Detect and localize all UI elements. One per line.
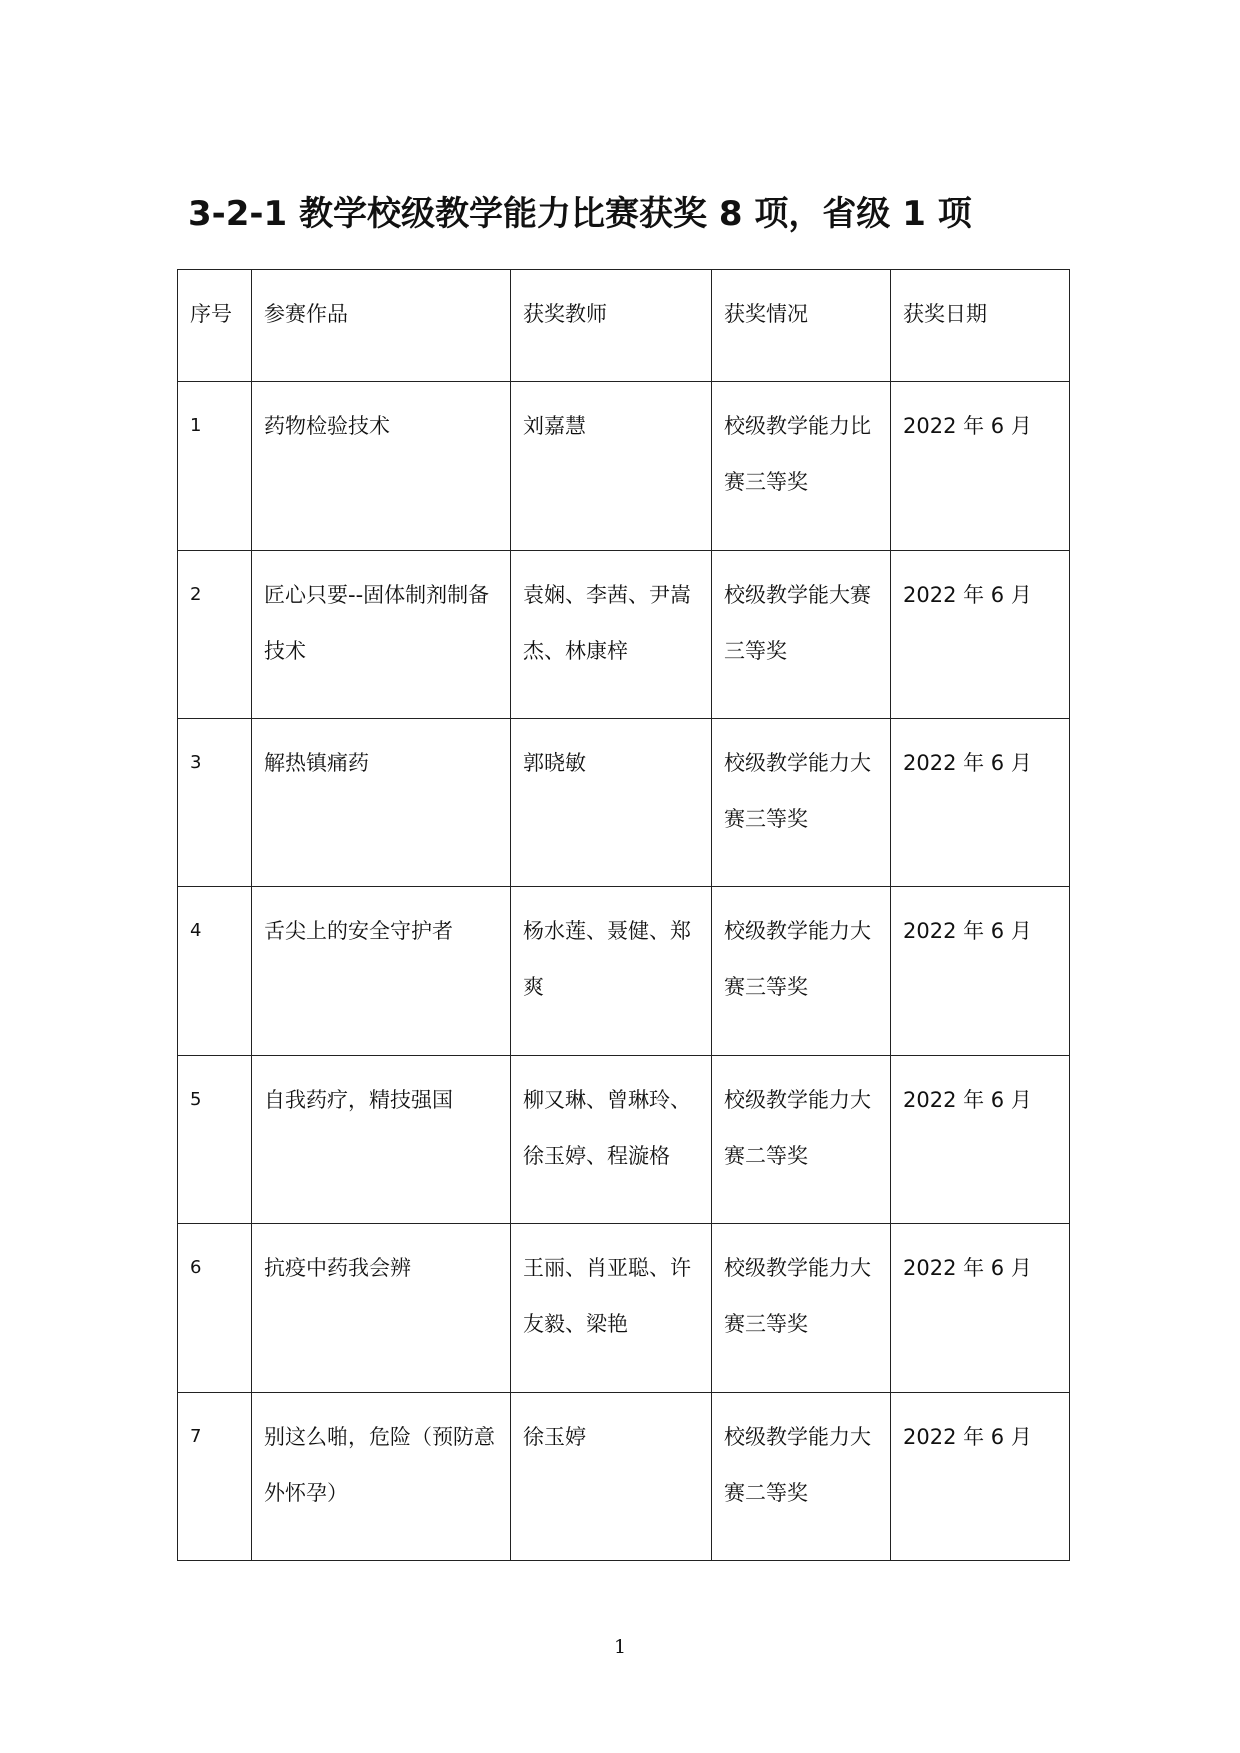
award: 校级教学能力大赛二等奖 [712,1055,891,1223]
row-index: 4 [178,887,252,1055]
teachers: 王丽、肖亚聪、许友毅、梁艳 [511,1224,712,1392]
row-index: 2 [178,550,252,718]
entry-title: 匠心只要--固体制剂制备技术 [252,550,511,718]
teachers: 刘嘉慧 [511,382,712,550]
award: 校级教学能力大赛三等奖 [712,719,891,887]
teachers: 郭晓敏 [511,719,712,887]
header-cell: 获奖教师 [511,270,712,382]
table-row [178,1392,1070,1560]
award-date: 2022 年 6 月 [891,1392,1070,1560]
teachers: 徐玉婷 [511,1392,712,1560]
header-cell: 参赛作品 [252,270,511,382]
award: 校级教学能大赛三等奖 [712,550,891,718]
row-index: 3 [178,719,252,887]
page-title: 3-2-1 教学校级教学能力比赛获奖 8 项，省级 1 项 [188,194,972,234]
entry-title: 解热镇痛药 [252,719,511,887]
table-row [178,1055,1070,1223]
header-cell: 序号 [178,270,252,382]
page-number: 1 [613,1636,627,1658]
award-date: 2022 年 6 月 [891,550,1070,718]
award-date: 2022 年 6 月 [891,1055,1070,1223]
award-date: 2022 年 6 月 [891,719,1070,887]
row-index: 6 [178,1224,252,1392]
award-date: 2022 年 6 月 [891,382,1070,550]
table-row [178,887,1070,1055]
row-index: 1 [178,382,252,550]
entry-title: 别这么啪，危险（预防意外怀孕） [252,1392,511,1560]
entry-title: 舌尖上的安全守护者 [252,887,511,1055]
award: 校级教学能力大赛三等奖 [712,887,891,1055]
entry-title: 自我药疗，精技强国 [252,1055,511,1223]
award: 校级教学能力大赛三等奖 [712,1224,891,1392]
table-row [178,719,1070,887]
table-row [178,382,1070,550]
row-index: 7 [178,1392,252,1560]
entry-title: 抗疫中药我会辨 [252,1224,511,1392]
row-index: 5 [178,1055,252,1223]
teachers: 柳又琳、曾琳玲、徐玉婷、程漩格 [511,1055,712,1223]
header-cell: 获奖日期 [891,270,1070,382]
teachers: 袁娴、李茜、尹嵩杰、林康梓 [511,550,712,718]
award: 校级教学能力大赛二等奖 [712,1392,891,1560]
award: 校级教学能力比赛三等奖 [712,382,891,550]
entry-title: 药物检验技术 [252,382,511,550]
awards-table [177,269,1070,1561]
table-row [178,1224,1070,1392]
award-date: 2022 年 6 月 [891,1224,1070,1392]
award-date: 2022 年 6 月 [891,887,1070,1055]
table-row [178,550,1070,718]
header-cell: 获奖情况 [712,270,891,382]
teachers: 杨水莲、聂健、郑爽 [511,887,712,1055]
table-header-row [178,270,1070,382]
